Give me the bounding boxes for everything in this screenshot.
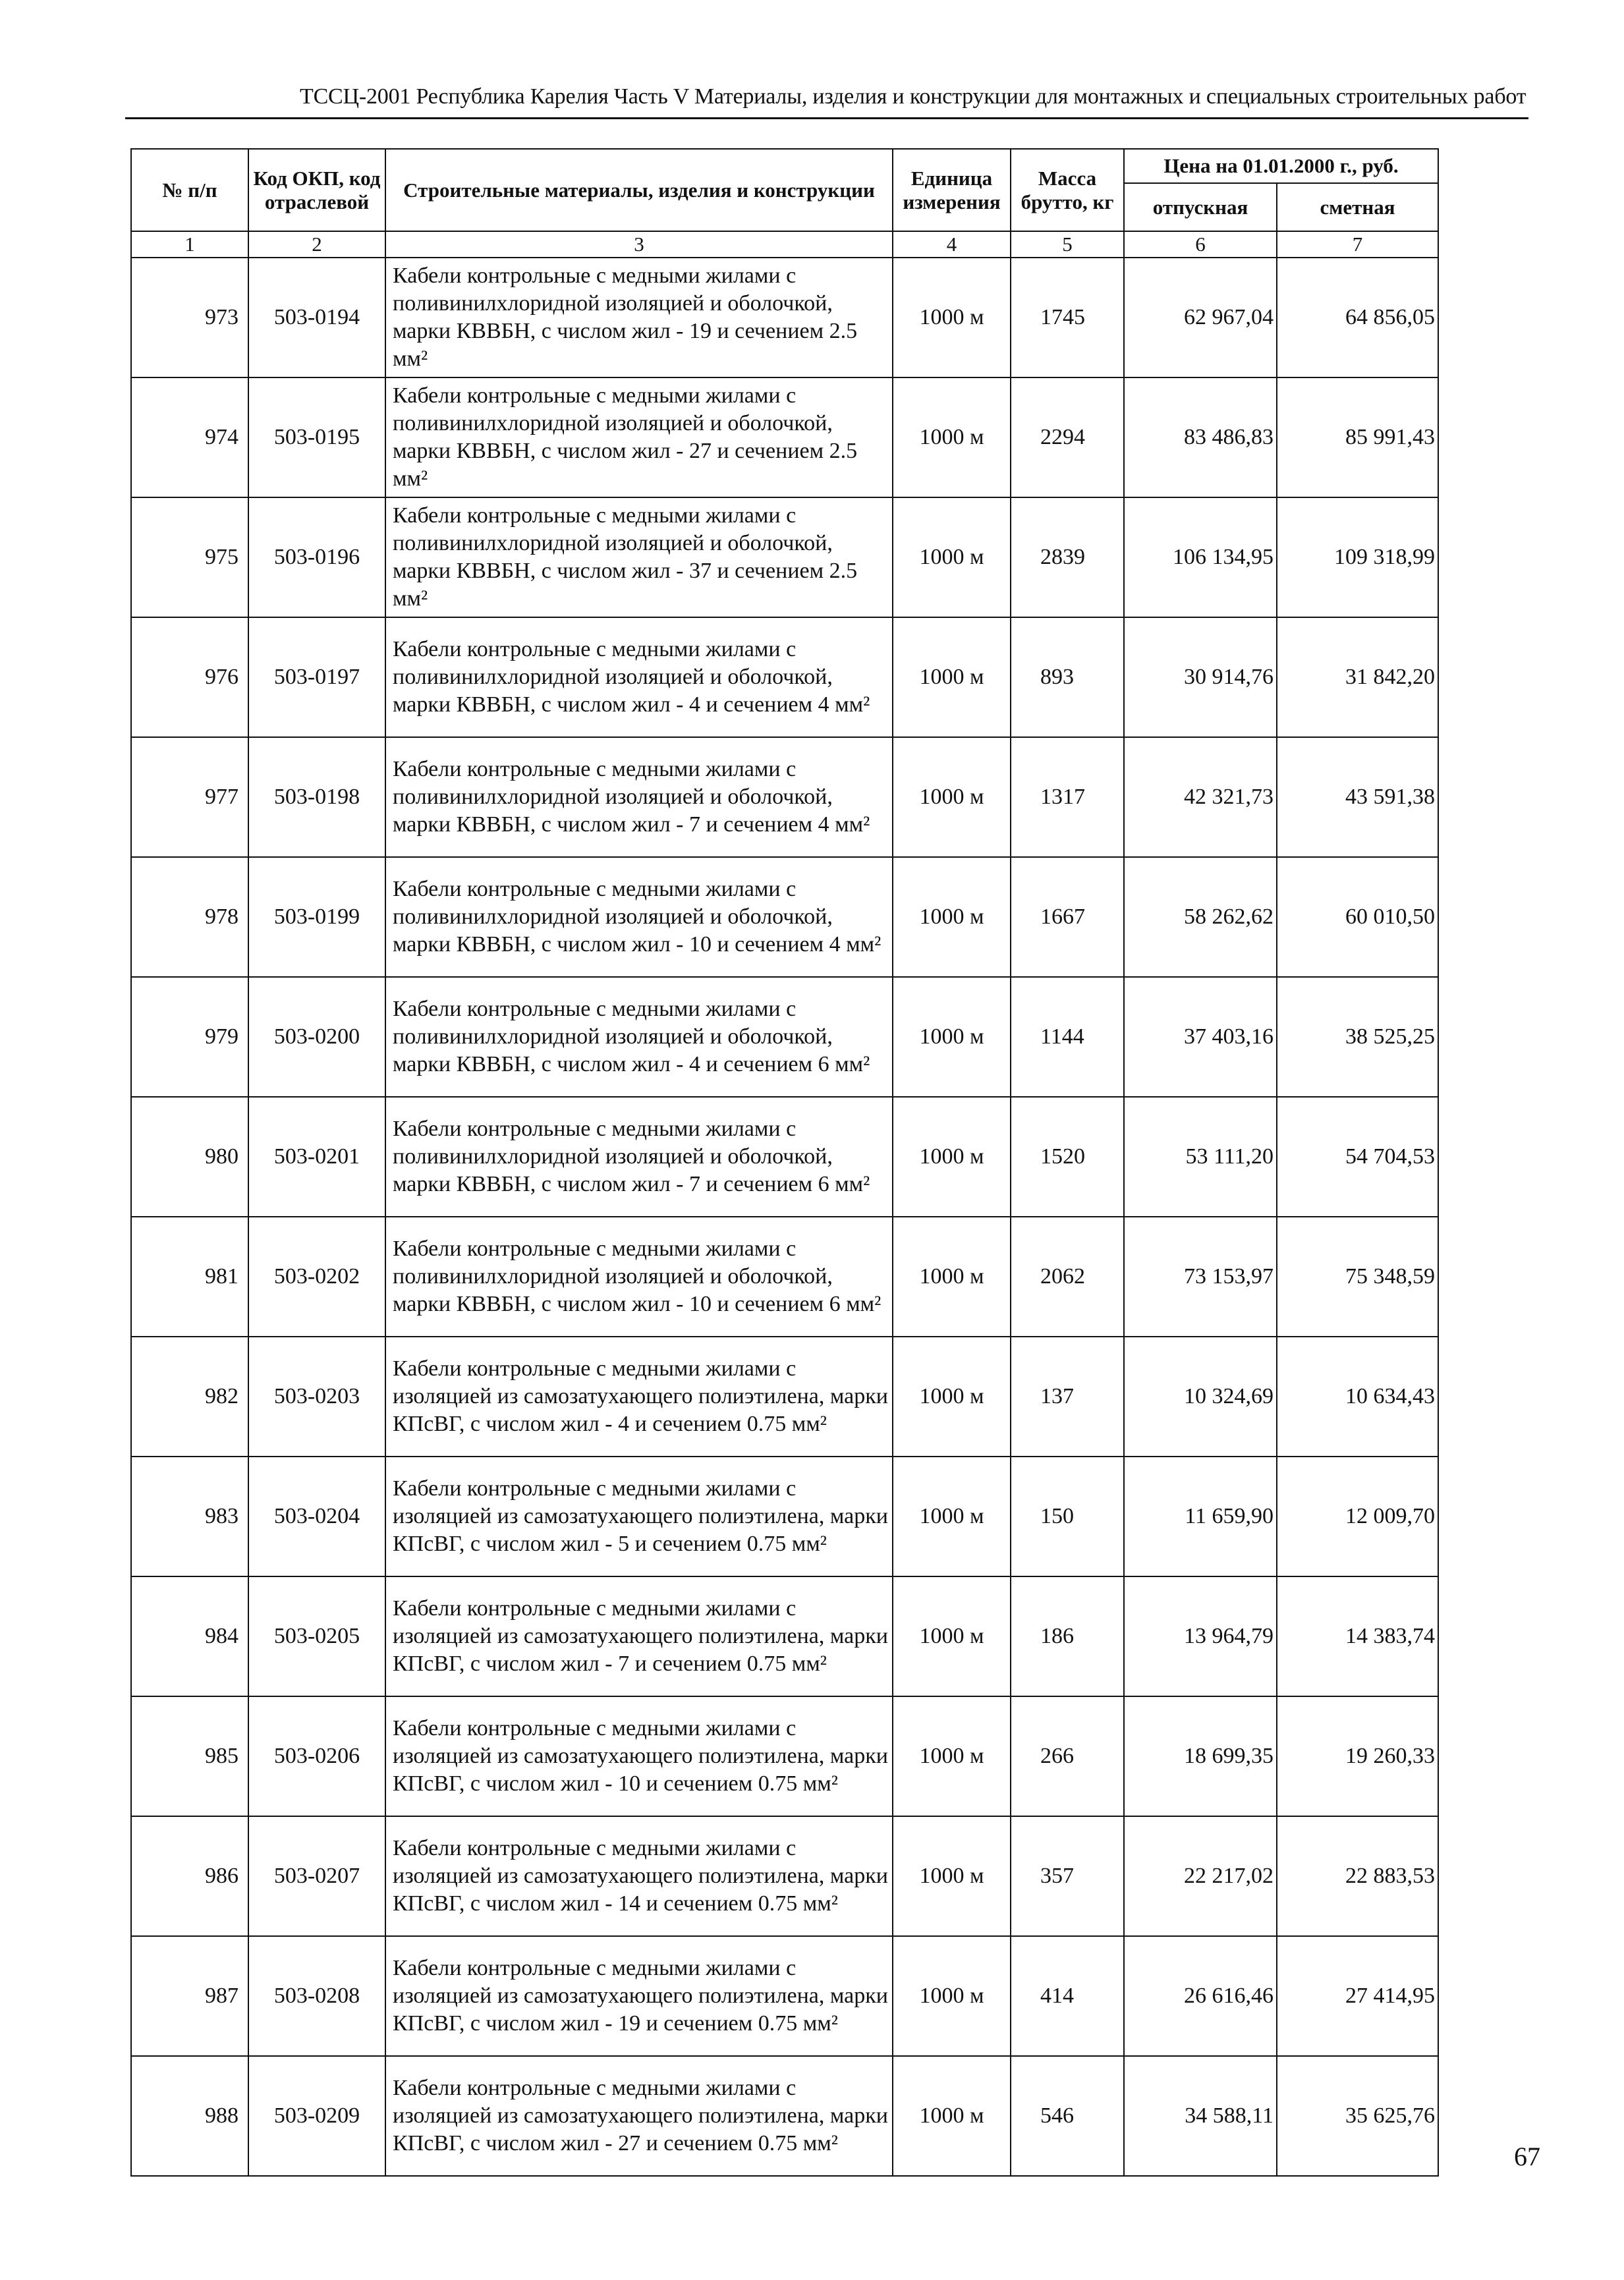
header-mass: Масса брутто, кг xyxy=(1011,149,1124,231)
unit-of-measure: 1000 м xyxy=(893,1696,1011,1816)
gross-mass: 266 xyxy=(1011,1696,1124,1816)
unit-of-measure: 1000 м xyxy=(893,377,1011,497)
row-number: 983 xyxy=(131,1457,248,1576)
okp-code: 503-0207 xyxy=(248,1816,385,1936)
release-price: 26 616,46 xyxy=(1124,1936,1277,2056)
unit-of-measure: 1000 м xyxy=(893,1097,1011,1217)
item-name: Кабели контрольные с медными жилами с поливинилхлоридной изоляцией и оболочкой, марки КВВБН, с числом жил - 7 и сечением 4 мм² xyxy=(385,737,893,857)
item-name: Кабели контрольные с медными жилами с изоляцией из самозатухающего полиэтилена, марки КПсВГ, с числом жил - 27 и сечением 0.75 мм² xyxy=(385,2056,893,2176)
okp-code: 503-0204 xyxy=(248,1457,385,1576)
gross-mass: 414 xyxy=(1011,1936,1124,2056)
estimate-price: 64 856,05 xyxy=(1277,258,1438,377)
unit-of-measure: 1000 м xyxy=(893,1936,1011,2056)
unit-of-measure: 1000 м xyxy=(893,1576,1011,1696)
item-name: Кабели контрольные с медными жилами с изоляцией из самозатухающего полиэтилена, марки КПсВГ, с числом жил - 7 и сечением 0.75 мм² xyxy=(385,1576,893,1696)
okp-code: 503-0197 xyxy=(248,617,385,737)
unit-of-measure: 1000 м xyxy=(893,1816,1011,1936)
item-name: Кабели контрольные с медными жилами с изоляцией из самозатухающего полиэтилена, марки КПсВГ, с числом жил - 14 и сечением 0.75 мм² xyxy=(385,1816,893,1936)
gross-mass: 893 xyxy=(1011,617,1124,737)
release-price: 22 217,02 xyxy=(1124,1816,1277,1936)
page-number: 67 xyxy=(1514,2142,1540,2171)
column-number: 4 xyxy=(893,231,1011,258)
okp-code: 503-0198 xyxy=(248,737,385,857)
table-row xyxy=(131,1217,1438,1337)
okp-code: 503-0209 xyxy=(248,2056,385,2176)
item-name: Кабели контрольные с медными жилами с поливинилхлоридной изоляцией и оболочкой, марки КВВБН, с числом жил - 10 и сечением 4 мм² xyxy=(385,857,893,977)
table-row xyxy=(131,1576,1438,1696)
release-price: 53 111,20 xyxy=(1124,1097,1277,1217)
price-table xyxy=(130,148,1439,2177)
table-row xyxy=(131,1816,1438,1936)
row-number: 984 xyxy=(131,1576,248,1696)
gross-mass: 546 xyxy=(1011,2056,1124,2176)
table-row xyxy=(131,737,1438,857)
gross-mass: 1144 xyxy=(1011,977,1124,1097)
gross-mass: 1745 xyxy=(1011,258,1124,377)
row-number: 978 xyxy=(131,857,248,977)
unit-of-measure: 1000 м xyxy=(893,2056,1011,2176)
table-row xyxy=(131,1337,1438,1457)
row-number: 980 xyxy=(131,1097,248,1217)
column-number: 6 xyxy=(1124,231,1277,258)
gross-mass: 2839 xyxy=(1011,497,1124,617)
unit-of-measure: 1000 м xyxy=(893,258,1011,377)
release-price: 34 588,11 xyxy=(1124,2056,1277,2176)
gross-mass: 357 xyxy=(1011,1816,1124,1936)
release-price: 83 486,83 xyxy=(1124,377,1277,497)
header-code: Код ОКП, код отраслевой xyxy=(248,149,385,231)
header-price-estimate: сметная xyxy=(1277,183,1438,231)
header-name: Строительные материалы, изделия и конструкции xyxy=(385,149,893,231)
row-number: 975 xyxy=(131,497,248,617)
item-name: Кабели контрольные с медными жилами с поливинилхлоридной изоляцией и оболочкой, марки КВВБН, с числом жил - 4 и сечением 4 мм² xyxy=(385,617,893,737)
estimate-price: 19 260,33 xyxy=(1277,1696,1438,1816)
item-name: Кабели контрольные с медными жилами с поливинилхлоридной изоляцией и оболочкой, марки КВВБН, с числом жил - 4 и сечением 6 мм² xyxy=(385,977,893,1097)
table-row xyxy=(131,258,1438,377)
release-price: 62 967,04 xyxy=(1124,258,1277,377)
item-name: Кабели контрольные с медными жилами с поливинилхлоридной изоляцией и оболочкой, марки КВВБН, с числом жил - 10 и сечением 6 мм² xyxy=(385,1217,893,1337)
okp-code: 503-0205 xyxy=(248,1576,385,1696)
release-price: 37 403,16 xyxy=(1124,977,1277,1097)
gross-mass: 150 xyxy=(1011,1457,1124,1576)
okp-code: 503-0206 xyxy=(248,1696,385,1816)
release-price: 73 153,97 xyxy=(1124,1217,1277,1337)
estimate-price: 35 625,76 xyxy=(1277,2056,1438,2176)
gross-mass: 186 xyxy=(1011,1576,1124,1696)
okp-code: 503-0203 xyxy=(248,1337,385,1457)
okp-code: 503-0194 xyxy=(248,258,385,377)
gross-mass: 2062 xyxy=(1011,1217,1124,1337)
table-row xyxy=(131,977,1438,1097)
estimate-price: 12 009,70 xyxy=(1277,1457,1438,1576)
column-number: 2 xyxy=(248,231,385,258)
release-price: 30 914,76 xyxy=(1124,617,1277,737)
running-header: ТССЦ-2001 Республика Карелия Часть V Материалы, изделия и конструкции для монтажных и специальных строительных работ xyxy=(300,84,1526,109)
okp-code: 503-0201 xyxy=(248,1097,385,1217)
header-price-group: Цена на 01.01.2000 г., руб. xyxy=(1124,149,1438,183)
okp-code: 503-0202 xyxy=(248,1217,385,1337)
item-name: Кабели контрольные с медными жилами с поливинилхлоридной изоляцией и оболочкой, марки КВВБН, с числом жил - 37 и сечением 2.5 мм² xyxy=(385,497,893,617)
table-row xyxy=(131,497,1438,617)
item-name: Кабели контрольные с медными жилами с изоляцией из самозатухающего полиэтилена, марки КПсВГ, с числом жил - 10 и сечением 0.75 мм² xyxy=(385,1696,893,1816)
estimate-price: 10 634,43 xyxy=(1277,1337,1438,1457)
row-number: 982 xyxy=(131,1337,248,1457)
column-number: 3 xyxy=(385,231,893,258)
estimate-price: 31 842,20 xyxy=(1277,617,1438,737)
table-row xyxy=(131,1696,1438,1816)
header-price-release: отпускная xyxy=(1124,183,1277,231)
item-name: Кабели контрольные с медными жилами с поливинилхлоридной изоляцией и оболочкой, марки КВВБН, с числом жил - 7 и сечением 6 мм² xyxy=(385,1097,893,1217)
estimate-price: 109 318,99 xyxy=(1277,497,1438,617)
okp-code: 503-0208 xyxy=(248,1936,385,2056)
column-number: 7 xyxy=(1277,231,1438,258)
unit-of-measure: 1000 м xyxy=(893,497,1011,617)
unit-of-measure: 1000 м xyxy=(893,1457,1011,1576)
okp-code: 503-0195 xyxy=(248,377,385,497)
release-price: 58 262,62 xyxy=(1124,857,1277,977)
header-num: № п/п xyxy=(131,149,248,231)
table-row xyxy=(131,1457,1438,1576)
header-rule xyxy=(125,117,1528,119)
unit-of-measure: 1000 м xyxy=(893,1217,1011,1337)
release-price: 11 659,90 xyxy=(1124,1457,1277,1576)
gross-mass: 1520 xyxy=(1011,1097,1124,1217)
release-price: 18 699,35 xyxy=(1124,1696,1277,1816)
unit-of-measure: 1000 м xyxy=(893,617,1011,737)
estimate-price: 60 010,50 xyxy=(1277,857,1438,977)
okp-code: 503-0196 xyxy=(248,497,385,617)
unit-of-measure: 1000 м xyxy=(893,977,1011,1097)
gross-mass: 2294 xyxy=(1011,377,1124,497)
row-number: 985 xyxy=(131,1696,248,1816)
table-row xyxy=(131,857,1438,977)
table-row xyxy=(131,1936,1438,2056)
unit-of-measure: 1000 м xyxy=(893,857,1011,977)
row-number: 977 xyxy=(131,737,248,857)
item-name: Кабели контрольные с медными жилами с изоляцией из самозатухающего полиэтилена, марки КПсВГ, с числом жил - 5 и сечением 0.75 мм² xyxy=(385,1457,893,1576)
item-name: Кабели контрольные с медными жилами с поливинилхлоридной изоляцией и оболочкой, марки КВВБН, с числом жил - 19 и сечением 2.5 мм² xyxy=(385,258,893,377)
table-row xyxy=(131,2056,1438,2176)
unit-of-measure: 1000 м xyxy=(893,1337,1011,1457)
gross-mass: 1667 xyxy=(1011,857,1124,977)
okp-code: 503-0200 xyxy=(248,977,385,1097)
row-number: 979 xyxy=(131,977,248,1097)
column-numbers-row xyxy=(131,231,1438,258)
table-row xyxy=(131,617,1438,737)
release-price: 42 321,73 xyxy=(1124,737,1277,857)
estimate-price: 22 883,53 xyxy=(1277,1816,1438,1936)
row-number: 981 xyxy=(131,1217,248,1337)
gross-mass: 1317 xyxy=(1011,737,1124,857)
row-number: 986 xyxy=(131,1816,248,1936)
table-body xyxy=(131,258,1438,2176)
column-number: 5 xyxy=(1011,231,1124,258)
row-number: 974 xyxy=(131,377,248,497)
row-number: 973 xyxy=(131,258,248,377)
row-number: 987 xyxy=(131,1936,248,2056)
item-name: Кабели контрольные с медными жилами с поливинилхлоридной изоляцией и оболочкой, марки КВВБН, с числом жил - 27 и сечением 2.5 мм² xyxy=(385,377,893,497)
release-price: 13 964,79 xyxy=(1124,1576,1277,1696)
header-row xyxy=(131,149,1438,183)
release-price: 10 324,69 xyxy=(1124,1337,1277,1457)
estimate-price: 14 383,74 xyxy=(1277,1576,1438,1696)
unit-of-measure: 1000 м xyxy=(893,737,1011,857)
item-name: Кабели контрольные с медными жилами с изоляцией из самозатухающего полиэтилена, марки КПсВГ, с числом жил - 4 и сечением 0.75 мм² xyxy=(385,1337,893,1457)
row-number: 976 xyxy=(131,617,248,737)
estimate-price: 43 591,38 xyxy=(1277,737,1438,857)
okp-code: 503-0199 xyxy=(248,857,385,977)
estimate-price: 38 525,25 xyxy=(1277,977,1438,1097)
estimate-price: 75 348,59 xyxy=(1277,1217,1438,1337)
release-price: 106 134,95 xyxy=(1124,497,1277,617)
column-number: 1 xyxy=(131,231,248,258)
header-unit: Единица измерения xyxy=(893,149,1011,231)
table-row xyxy=(131,377,1438,497)
item-name: Кабели контрольные с медными жилами с изоляцией из самозатухающего полиэтилена, марки КПсВГ, с числом жил - 19 и сечением 0.75 мм² xyxy=(385,1936,893,2056)
estimate-price: 85 991,43 xyxy=(1277,377,1438,497)
estimate-price: 27 414,95 xyxy=(1277,1936,1438,2056)
gross-mass: 137 xyxy=(1011,1337,1124,1457)
row-number: 988 xyxy=(131,2056,248,2176)
estimate-price: 54 704,53 xyxy=(1277,1097,1438,1217)
table-row xyxy=(131,1097,1438,1217)
